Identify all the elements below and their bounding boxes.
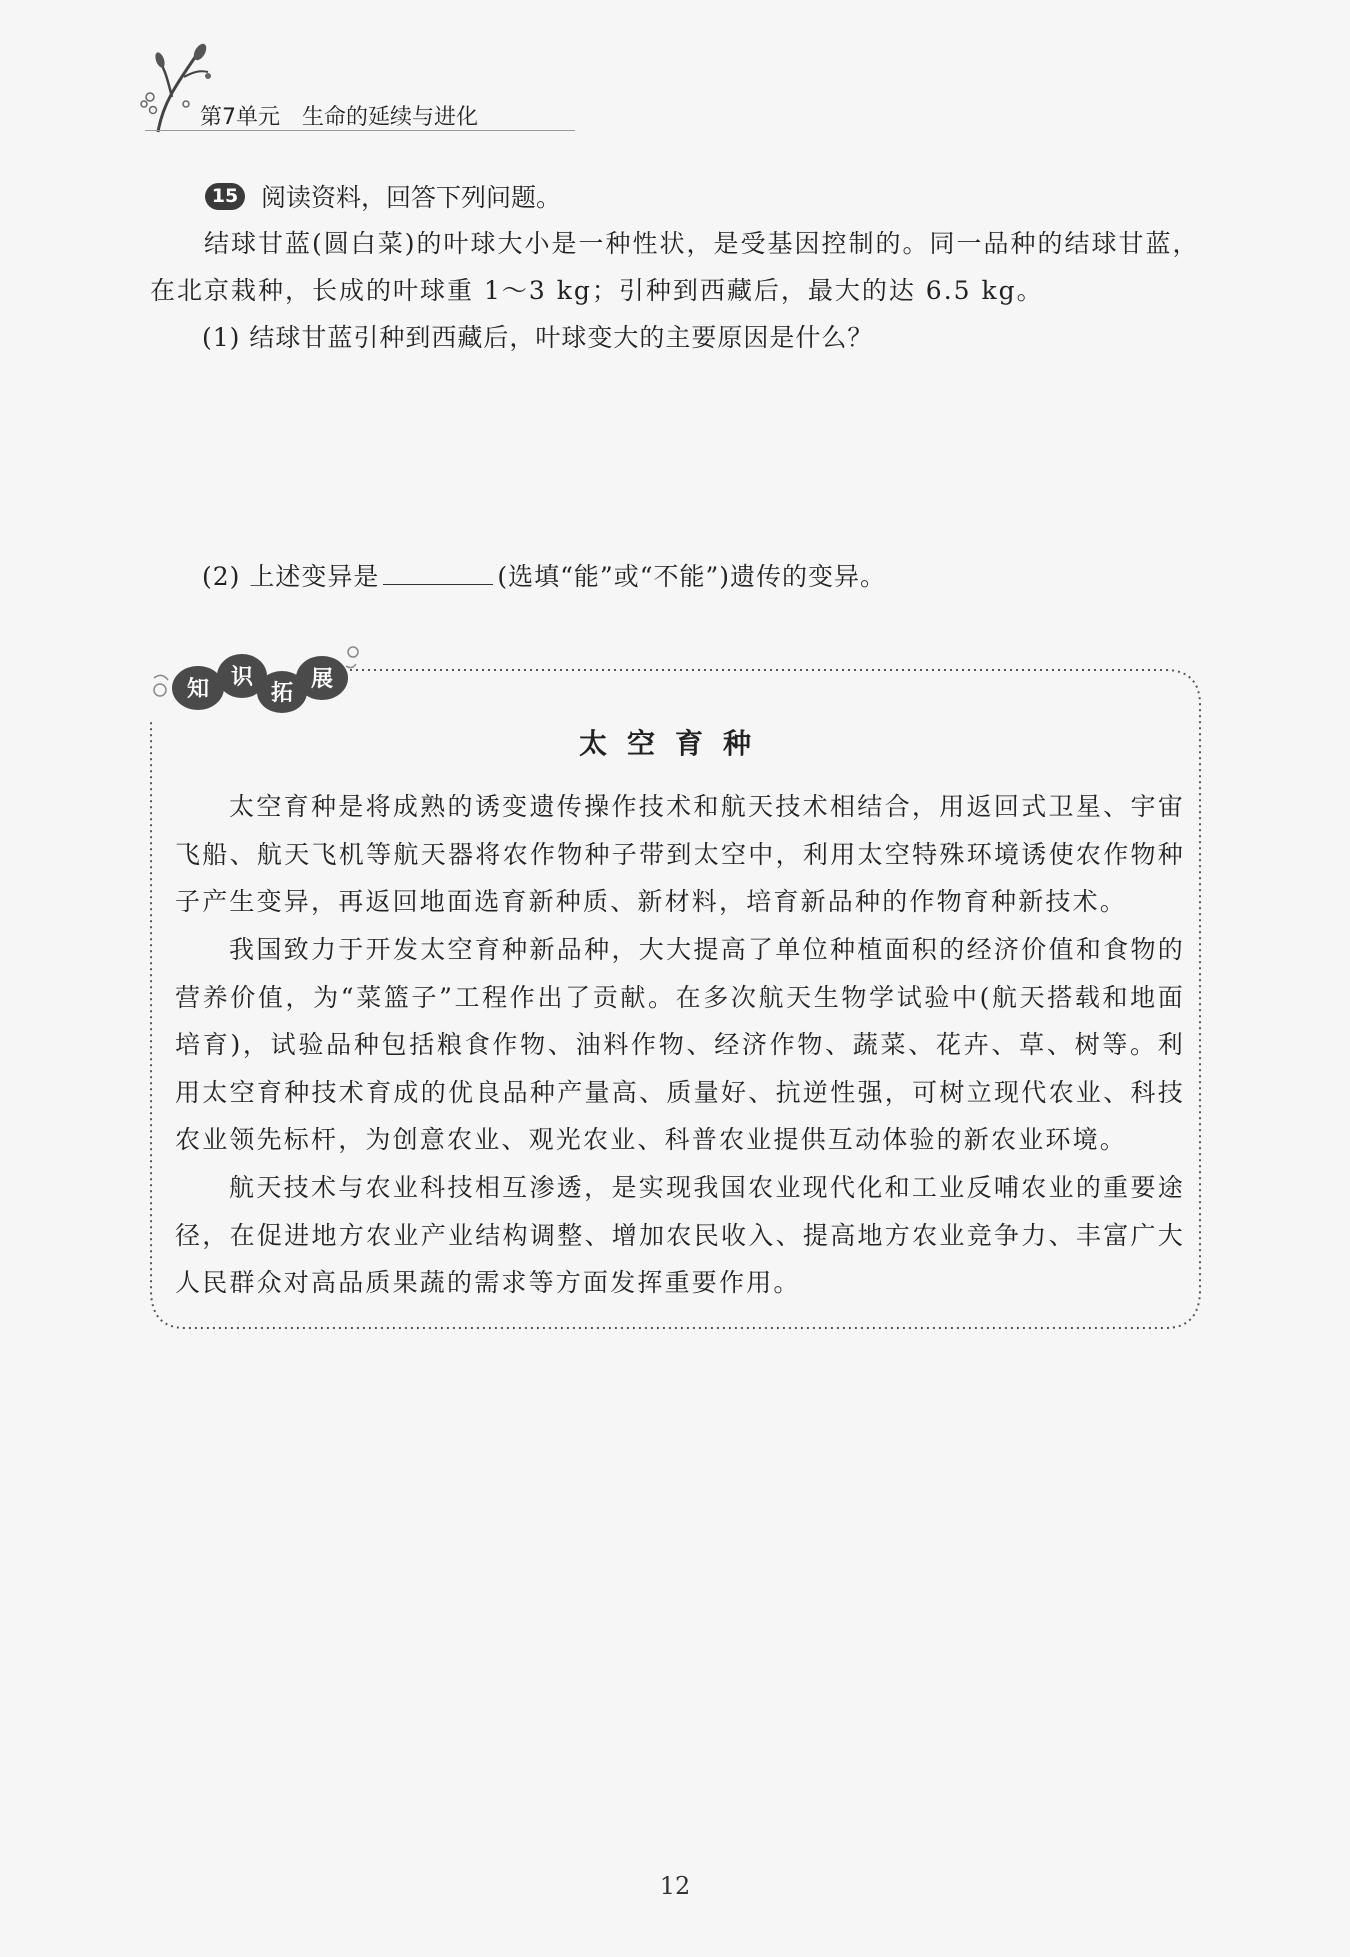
knowledge-paragraph: 太空育种是将成熟的诱变遗传操作技术和航天技术相结合，用返回式卫星、宇宙飞船、航天飞机等航天器将农作物种子带到太空中，利用太空特殊环境诱使农作物种子产生变异，再返回地面选育新种质、新材料，培育新品种的作物育种新技术。: [175, 792, 1185, 916]
svg-text:识: 识: [230, 665, 254, 690]
sub-question-2-prefix: (2) 上述变异是: [202, 562, 380, 591]
question-number-badge: 15: [205, 183, 245, 210]
sub-question-2-suffix: (选填“能”或“不能”)遗传的变异。: [497, 562, 887, 591]
question-instruction: 阅读资料，回答下列问题。: [261, 183, 562, 212]
unit-title: 生命的延续与进化: [302, 105, 479, 130]
answer-blank[interactable]: [383, 562, 493, 585]
svg-text:拓: 拓: [270, 681, 294, 706]
page-number: 12: [659, 1872, 691, 1900]
question-material: 结球甘蓝(圆白菜)的叶球大小是一种性状，是受基因控制的。同一品种的结球甘蓝，在北京栽种，长成的叶球重 1～3 kg；引种到西藏后，最大的达 6.5 kg。: [150, 229, 1200, 305]
sub-question-1: (1) 结球甘蓝引种到西藏后，叶球变大的主要原因是什么？: [202, 323, 874, 352]
sub-question-2: [202, 557, 886, 593]
knowledge-paragraph: 我国致力于开发太空育种新品种，大大提高了单位种植面积的经济价值和食物的营养价值，为“菜篮子”工程作出了贡献。在多次航天生物学试验中(航天搭载和地面培育)，试验品种包括粮食作物、油料作物、经济作物、蔬菜、花卉、草、树等。利用太空育种技术育成的优良品种产量高、质量好、抗逆性强，可树立现代农业、科技农业领先标杆，为创意农业、观光农业、科普农业提供互动体验的新农业环境。: [175, 935, 1185, 1154]
knowledge-badge: [150, 640, 360, 716]
svg-text:知: 知: [186, 677, 210, 702]
knowledge-title: 太空育种: [578, 727, 771, 760]
unit-header: [200, 100, 478, 131]
header-divider: [145, 130, 575, 131]
question-heading: [205, 178, 561, 214]
unit-number: 第7单元: [200, 105, 280, 130]
svg-text:展: 展: [310, 667, 334, 692]
knowledge-paragraph: 航天技术与农业科技相互渗透，是实现我国农业现代化和工业反哺农业的重要途径，在促进地方农业产业结构调整、增加农民收入、提高地方农业竞争力、丰富广大人民群众对高品质果蔬的需求等方面发挥重要作用。: [175, 1173, 1185, 1297]
